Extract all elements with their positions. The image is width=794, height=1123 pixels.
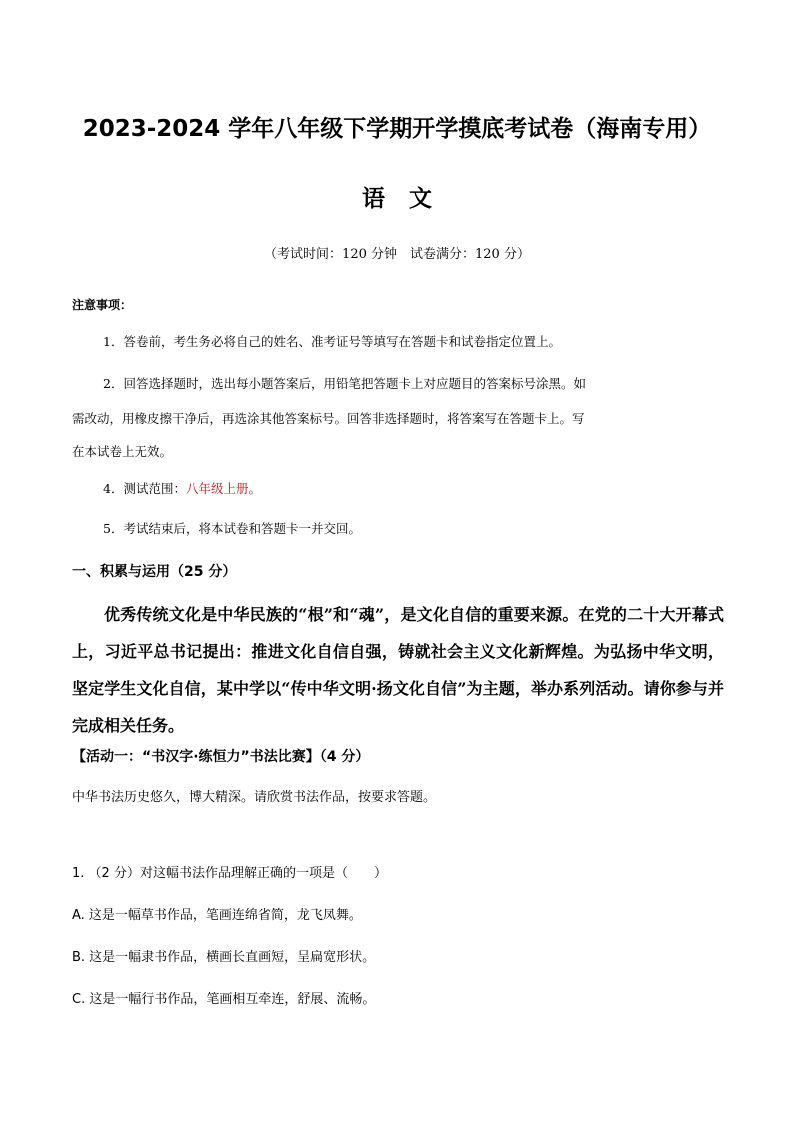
question-1-option-a: A. 这是一幅草书作品，笔画连绵省简，龙飞凤舞。: [72, 908, 362, 923]
notice-item-1: 1．答卷前，考生务必将自己的姓名、准考证号等填写在答题卡和试卷指定位置上。: [103, 334, 561, 349]
notice-item-2-line-1: 2．回答选择题时，选出每小题答案后，用铅笔把答题卡上对应题目的答案标号涂黑。如: [103, 376, 586, 391]
section-1-heading: 一、积累与运用（25 分）: [72, 564, 237, 580]
exam-time-and-score: （考试时间：120 分钟 试卷满分：120 分）: [264, 247, 530, 262]
notice-item-4: [103, 479, 261, 497]
question-1-stem: 1. （2 分）对这幅书法作品理解正确的一项是（ ）: [72, 866, 387, 881]
exam-title: 2023-2024 学年八年级下学期开学摸底考试卷（海南专用）: [82, 116, 712, 142]
section-1-intro-paragraph: 优秀传统文化是中华民族的“根”和“魂”，是文化自信的重要来源。在党的二十大开幕式上，习近平总书记提出：推进文化自信自强，铸就社会主义文化新辉煌。为弘扬中华文明，坚定学生文化自信，某中学以“传中华文明·扬文化自信”为主题，举办系列活动。请你参与并完成相关任务。: [72, 605, 724, 735]
question-1-option-c: C. 这是一幅行书作品，笔画相互牵连，舒展、流畅。: [72, 992, 376, 1007]
notice-item-4-prefix: 4．测试范围：: [103, 481, 186, 496]
notice-item-4-suffix: 。: [248, 481, 261, 496]
test-scope-highlight: 八年级上册: [185, 481, 249, 496]
notice-item-2-line-3: 在本试卷上无效。: [72, 444, 173, 459]
activity-1-heading: 【活动一：“书汉字·练恒力”书法比赛】（4 分）: [72, 749, 370, 765]
subject-title: 语文: [362, 186, 456, 212]
notice-heading: 注意事项：: [72, 298, 133, 312]
activity-1-description: 中华书法历史悠久，博大精深。请欣赏书法作品，按要求答题。: [72, 790, 437, 805]
notice-item-2-line-2: 需改动，用橡皮擦干净后，再选涂其他答案标号。回答非选择题时，将答案写在答题卡上。写: [72, 411, 585, 426]
notice-item-5: 5．考试结束后，将本试卷和答题卡一并交回。: [103, 521, 361, 536]
question-1-option-b: B. 这是一幅隶书作品，横画长直画短，呈扁宽形状。: [72, 950, 376, 965]
